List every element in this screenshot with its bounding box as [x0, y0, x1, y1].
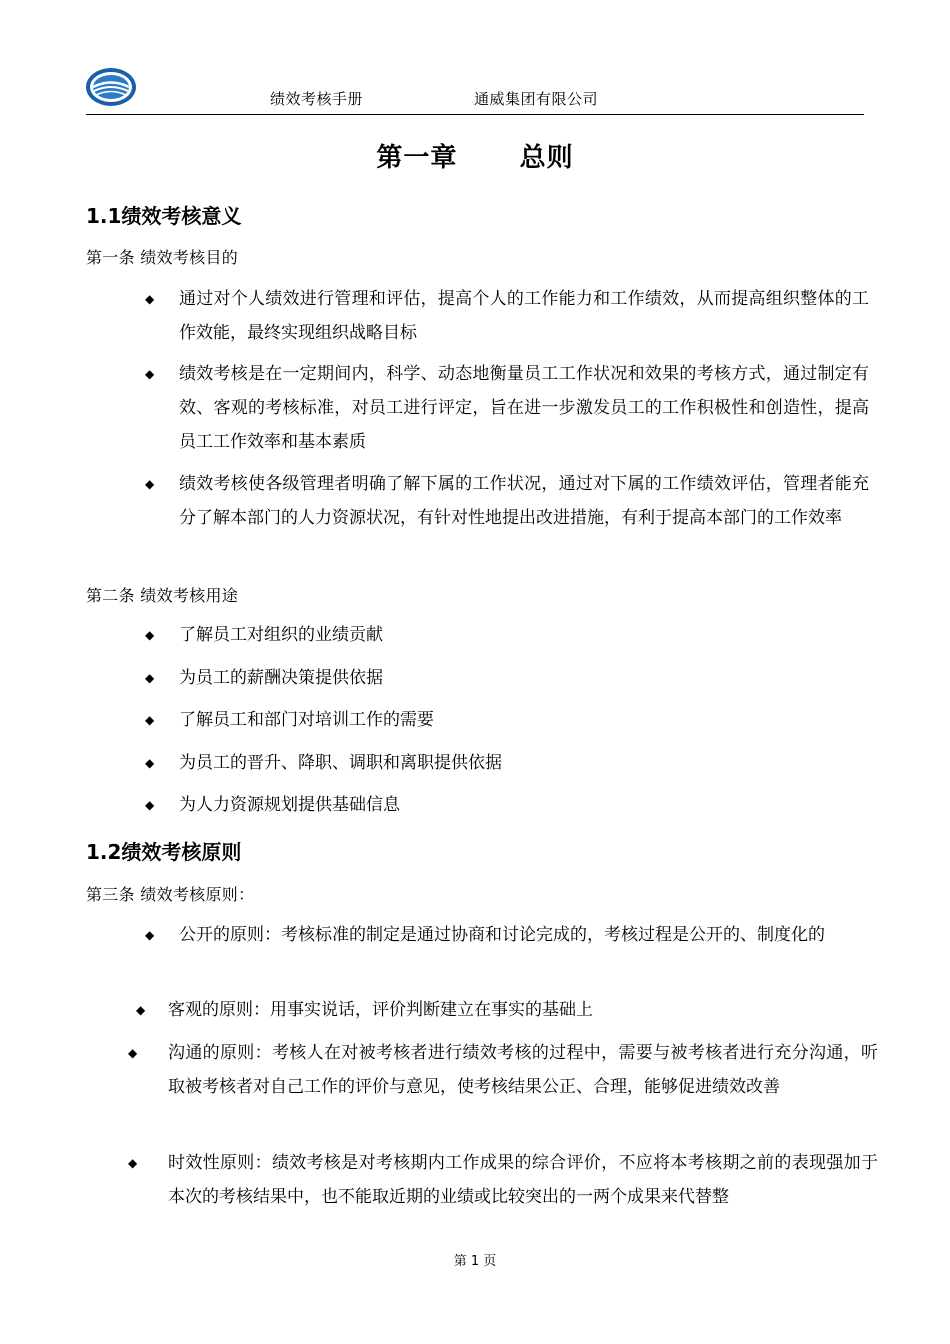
- section-heading: 1.1绩效考核意义: [86, 204, 242, 228]
- bullet-icon: ◆: [145, 628, 155, 642]
- bullet-icon: ◆: [145, 928, 155, 942]
- bullet-icon: ◆: [136, 1003, 146, 1017]
- section-heading: 1.2绩效考核原则: [86, 840, 242, 864]
- bullet-icon: ◆: [128, 1046, 138, 1060]
- bullet-icon: ◆: [145, 477, 155, 491]
- bullet-icon: ◆: [145, 367, 155, 381]
- article-label: 第三条 绩效考核原则：: [86, 885, 255, 904]
- list-item: 沟通的原则：考核人在对被考核者进行绩效考核的过程中，需要与被考核者进行充分沟通，听取被考核者对自己工作的评价与意见，使考核结果公正、合理，能够促进绩效改善: [168, 1043, 878, 1097]
- list-item: 通过对个人绩效进行管理和评估，提高个人的工作能力和工作绩效，从而提高组织整体的工作效能，最终实现组织战略目标: [179, 289, 869, 343]
- list-item: 绩效考核使各级管理者明确了解下属的工作状况，通过对下属的工作绩效评估，管理者能充分了解本部门的人力资源状况，有针对性地提出改进措施，有利于提高本部门的工作效率: [179, 474, 869, 528]
- list-item: 为员工的晋升、降职、调职和离职提供依据: [179, 753, 502, 773]
- company-logo-icon: [84, 66, 138, 108]
- list-item: 绩效考核是在一定期间内，科学、动态地衡量员工工作状况和效果的考核方式，通过制定有效、客观的考核标准，对员工进行评定，旨在进一步激发员工的工作积极性和创造性，提高员工工作效率和基本素质: [179, 364, 869, 452]
- list-item: 了解员工对组织的业绩贡献: [179, 625, 383, 645]
- bullet-icon: ◆: [145, 798, 155, 812]
- article-label: 第二条 绩效考核用途: [86, 586, 239, 605]
- manual-title: 绩效考核手册: [270, 90, 364, 108]
- header-divider: [86, 114, 864, 115]
- bullet-icon: ◆: [145, 756, 155, 770]
- article-label: 第一条 绩效考核目的: [86, 248, 239, 267]
- list-item: 为人力资源规划提供基础信息: [179, 795, 400, 815]
- bullet-icon: ◆: [145, 292, 155, 306]
- chapter-number: 第一章: [376, 143, 458, 173]
- list-item: 了解员工和部门对培训工作的需要: [179, 710, 434, 730]
- list-item: 时效性原则：绩效考核是对考核期内工作成果的综合评价，不应将本考核期之前的表现强加于本次的考核结果中，也不能取近期的业绩或比较突出的一两个成果来代替整: [168, 1153, 878, 1207]
- company-name: 通威集团有限公司: [474, 90, 599, 108]
- chapter-name: 总则: [519, 143, 574, 173]
- page-number: 第 1 页: [453, 1254, 497, 1269]
- list-item: 为员工的薪酬决策提供依据: [179, 668, 383, 688]
- list-item: 公开的原则：考核标准的制定是通过协商和讨论完成的，考核过程是公开的、制度化的: [179, 925, 825, 945]
- bullet-icon: ◆: [145, 713, 155, 727]
- chapter-title: [0, 137, 950, 174]
- list-item: 客观的原则：用事实说话，评价判断建立在事实的基础上: [168, 1000, 593, 1020]
- bullet-icon: ◆: [128, 1156, 138, 1170]
- bullet-icon: ◆: [145, 671, 155, 685]
